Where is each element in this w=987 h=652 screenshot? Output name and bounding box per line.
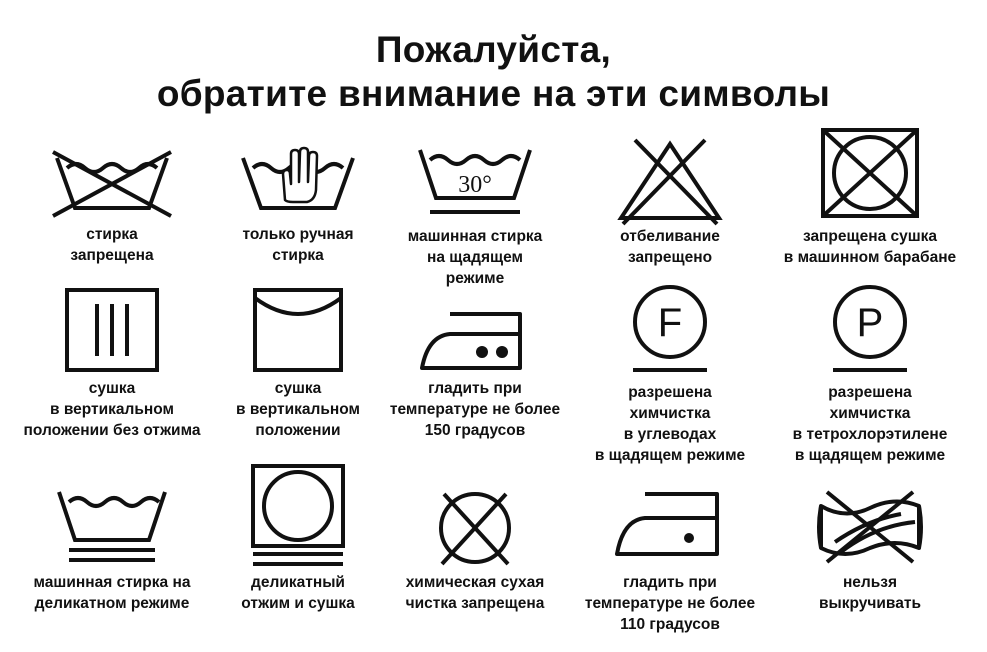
- symbol-cell-delicate-tumble-dry: [200, 462, 396, 614]
- symbol-cell-no-wring: [772, 486, 968, 614]
- no-bleach-icon: [605, 140, 735, 224]
- symbol-cell-machine-wash-30: [377, 140, 573, 289]
- symbol-label: сушка в вертикальном положении без отжима: [23, 380, 201, 439]
- iron-medium-icon: [410, 296, 540, 374]
- machine-wash-30-gentle-icon: [410, 140, 540, 224]
- symbol-label: разрешена химчистка в тетрохлорэтилене в щадящем режиме: [792, 384, 948, 464]
- drip-dry-icon: [47, 288, 177, 374]
- symbol-cell-dry-clean-f: [572, 284, 768, 466]
- delicate-tumble-dry-icon: [233, 462, 363, 568]
- symbol-cell-iron-150: [377, 296, 573, 441]
- symbol-label: запрещена сушка в машинном барабане: [783, 228, 957, 266]
- no-wash-icon: [47, 140, 177, 220]
- hand-wash-icon: [233, 140, 363, 220]
- line-dry-icon: [233, 288, 363, 374]
- symbol-cell-drip-dry: [14, 288, 210, 441]
- temperature-label: 30°: [458, 172, 492, 198]
- no-wring-icon: [805, 486, 935, 568]
- symbol-label: разрешена химчистка в углеводах в щадящем режиме: [594, 384, 746, 464]
- symbol-label: стирка запрещена: [70, 226, 154, 264]
- symbol-label: гладить при температуре не более 150 градусов: [389, 380, 561, 439]
- symbol-cell-no-bleach: [572, 140, 768, 268]
- dry-clean-p-icon: [805, 284, 935, 376]
- no-tumble-dry-icon: [805, 124, 935, 224]
- symbol-cell-no-tumble-dry: [772, 124, 968, 268]
- no-dry-clean-icon: [410, 486, 540, 568]
- title-line-2: обратите внимание на эти символы: [156, 73, 831, 114]
- dry-clean-letter: F: [657, 301, 683, 345]
- symbol-label: сушка в вертикальном положении: [235, 380, 360, 439]
- symbol-label: нельзя выкручивать: [819, 574, 921, 612]
- symbol-cell-no-wash: [14, 140, 210, 266]
- iron-low-icon: [605, 488, 735, 568]
- symbol-label: отбеливание запрещено: [620, 228, 720, 266]
- machine-wash-delicate-icon: [47, 482, 177, 568]
- dry-clean-letter: P: [856, 301, 884, 345]
- symbol-label: деликатный отжим и сушка: [241, 574, 355, 612]
- symbol-cell-line-dry: [200, 288, 396, 441]
- symbol-cell-hand-wash: [200, 140, 396, 266]
- symbol-label: гладить при температуре не более 110 градусов: [584, 574, 756, 633]
- symbol-cell-dry-clean-p: [772, 284, 968, 466]
- symbol-cell-iron-110: [572, 488, 768, 635]
- symbol-label: машинная стирка на деликатном режиме: [33, 574, 191, 612]
- symbol-label: химическая сухая чистка запрещена: [405, 574, 545, 612]
- symbol-label: только ручная стирка: [242, 226, 354, 264]
- dry-clean-f-icon: [605, 284, 735, 376]
- symbol-cell-no-dry-clean: [377, 486, 573, 614]
- title-line-1: Пожалуйста,: [375, 29, 612, 70]
- symbol-label: машинная стирка на щадящем режиме: [407, 228, 543, 287]
- symbol-cell-machine-wash-delicate: [14, 482, 210, 614]
